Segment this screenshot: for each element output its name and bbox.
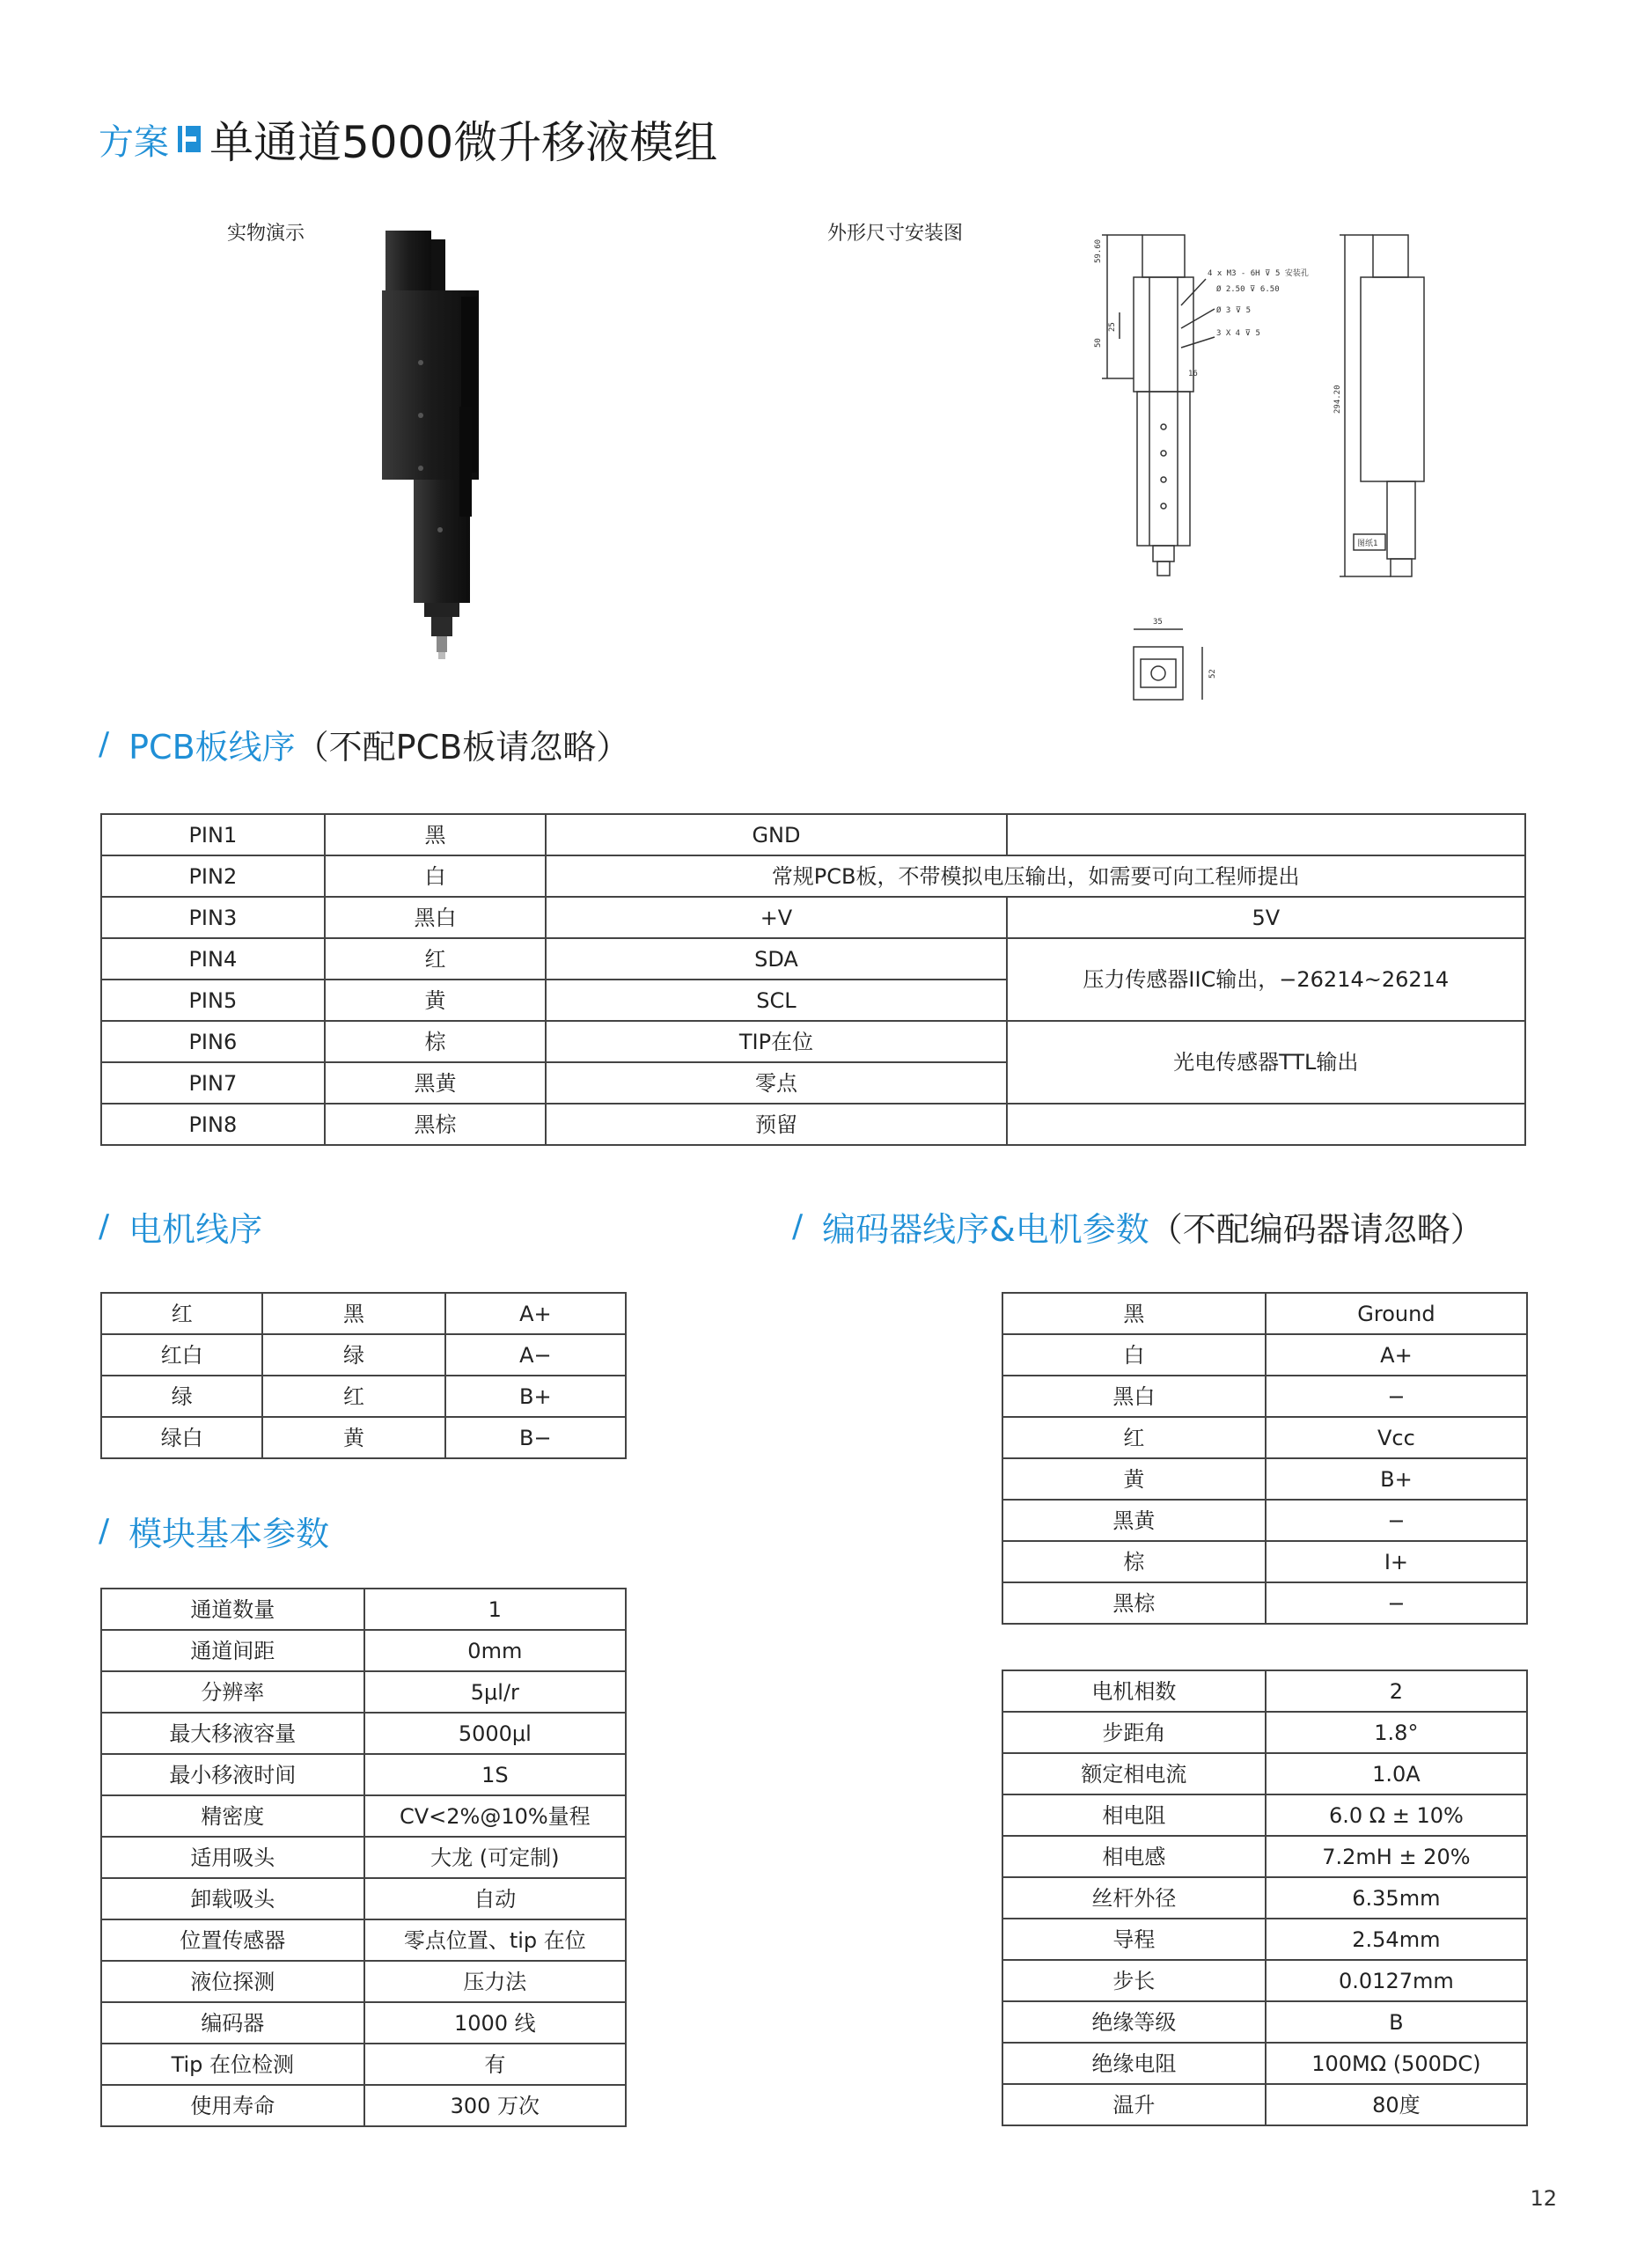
param-name-cell: 步长 (1002, 1960, 1266, 2001)
table-row (1002, 1960, 1527, 2001)
param-name-cell: 编码器 (101, 2002, 364, 2044)
signal-cell: 零点 (546, 1062, 1006, 1104)
table-row (1002, 1500, 1527, 1541)
param-value-cell: 1S (364, 1754, 626, 1795)
pin-cell: PIN7 (101, 1062, 325, 1104)
table-row (101, 1837, 626, 1878)
wire-color-cell: 棕 (1002, 1541, 1266, 1582)
table-row (101, 1417, 626, 1458)
param-name-cell: 适用吸头 (101, 1837, 364, 1878)
table-row (1002, 1334, 1527, 1376)
table-row (101, 2085, 626, 2126)
param-name-cell: 步距角 (1002, 1712, 1266, 1753)
table-row (101, 1713, 626, 1754)
param-name-cell: 最小移液时间 (101, 1754, 364, 1795)
module-params-table (100, 1588, 627, 2127)
title-prefix: 方案 (99, 121, 169, 163)
table-row (1002, 1293, 1527, 1334)
param-value-cell: 0mm (364, 1630, 626, 1671)
param-name-cell: 位置传感器 (101, 1919, 364, 1961)
table-row (1002, 1836, 1527, 1877)
param-name-cell: 电机相数 (1002, 1670, 1266, 1712)
param-value-cell: 5000μl (364, 1713, 626, 1754)
table-row (1002, 1794, 1527, 1836)
signal-cell: − (1266, 1582, 1527, 1624)
pin-cell: PIN5 (101, 980, 325, 1021)
table-row (101, 1630, 626, 1671)
param-name-cell: 温升 (1002, 2084, 1266, 2125)
encoder-wiring-table (1002, 1292, 1528, 1625)
encoder-section-heading: / 编码器线序&电机参数 （不配编码器请忽略） (792, 1202, 1484, 1251)
dim-16-label: 16 (1188, 370, 1198, 378)
note-cell (1007, 814, 1525, 855)
param-name-cell: 精密度 (101, 1795, 364, 1837)
param-name-cell: 卸载吸头 (101, 1878, 364, 1919)
table-row (1002, 1753, 1527, 1794)
table-row (101, 1293, 626, 1334)
param-value-cell: 1 (364, 1589, 626, 1630)
param-value-cell: 80度 (1266, 2084, 1527, 2125)
table-row (101, 1104, 1525, 1145)
param-value-cell: 0.0127mm (1266, 1960, 1527, 2001)
dim-52-label: 52 (1208, 669, 1217, 679)
signal-cell: 预留 (546, 1104, 1006, 1145)
signal-cell: I+ (1266, 1541, 1527, 1582)
param-value-cell: 1.0A (1266, 1753, 1527, 1794)
table-row (1002, 2084, 1527, 2125)
param-name-cell: 绝缘等级 (1002, 2001, 1266, 2043)
table-row (101, 1878, 626, 1919)
wire-color-cell: 红 (1002, 1417, 1266, 1458)
signal-cell: GND (546, 814, 1006, 855)
table-row (101, 938, 1525, 980)
callout-3: Ø 3 ⊽ 5 (1216, 306, 1252, 315)
motor-params-table (1002, 1670, 1528, 2126)
param-value-cell: 6.35mm (1266, 1877, 1527, 1919)
wire-color-cell: 黑白 (1002, 1376, 1266, 1417)
wire-color-cell: 黑黄 (1002, 1500, 1266, 1541)
motor-wiring-table (100, 1292, 627, 1459)
module-section-title: 模块基本参数 (128, 1515, 330, 1553)
pin-cell: PIN1 (101, 814, 325, 855)
param-name-cell: 通道数量 (101, 1589, 364, 1630)
signal-cell: B+ (1266, 1458, 1527, 1500)
param-value-cell: 2.54mm (1266, 1919, 1527, 1960)
param-name-cell: 相电感 (1002, 1836, 1266, 1877)
phase-cell: A+ (445, 1293, 626, 1334)
title-main: 单通道5000微升移液模组 (209, 117, 718, 168)
stamp-label: 图纸1 (1357, 539, 1378, 548)
pcb-wiring-table (100, 813, 1526, 1146)
param-value-cell: 自动 (364, 1878, 626, 1919)
signal-cell: Ground (1266, 1293, 1527, 1334)
table-row (101, 1754, 626, 1795)
module-section-heading: / 模块基本参数 (99, 1507, 329, 1555)
table-row (1002, 1417, 1527, 1458)
pin-cell: PIN4 (101, 938, 325, 980)
param-value-cell: 有 (364, 2044, 626, 2085)
wire-color-cell: 黑 (262, 1293, 444, 1334)
table-row (1002, 2043, 1527, 2084)
wire-color-cell: 绿 (262, 1334, 444, 1376)
product-photo (378, 231, 510, 662)
table-row (1002, 1712, 1527, 1753)
pcb-section-title: PCB板线序 (128, 728, 296, 767)
param-value-cell: 1000 线 (364, 2002, 626, 2044)
param-name-cell: 丝杆外径 (1002, 1877, 1266, 1919)
phase-cell: B− (445, 1417, 626, 1458)
signal-cell: +V (546, 897, 1006, 938)
table-row (1002, 1376, 1527, 1417)
signal-cell: − (1266, 1376, 1527, 1417)
page-title (99, 104, 717, 174)
callout-1: 4 x M3 - 6H ⊽ 5 安装孔 (1208, 269, 1309, 278)
pcb-section-note: （不配PCB板请忽略） (295, 728, 630, 767)
param-name-cell: 绝缘电阻 (1002, 2043, 1266, 2084)
wire-color-cell: 黑 (1002, 1293, 1266, 1334)
color-cell: 黑白 (325, 897, 547, 938)
wire-color-cell: 红 (101, 1293, 262, 1334)
pin-cell: PIN2 (101, 855, 325, 897)
pressure-note-cell: 压力传感器IIC输出，−26214~26214 (1007, 938, 1525, 1021)
wire-color-cell: 黄 (262, 1417, 444, 1458)
param-value-cell: 压力法 (364, 1961, 626, 2002)
dimension-drawing (1065, 224, 1470, 752)
pin-cell: PIN6 (101, 1021, 325, 1062)
dim-294-label: 294.20 (1333, 385, 1342, 414)
encoder-section-title: 编码器线序&电机参数 (822, 1210, 1149, 1249)
table-row (101, 1919, 626, 1961)
drawing-caption: 外形尺寸安装图 (827, 223, 964, 245)
param-value-cell: B (1266, 2001, 1527, 2043)
table-row (1002, 2001, 1527, 2043)
pin2-note-cell: 常规PCB板，不带模拟电压输出，如需要可向工程师提出 (546, 855, 1525, 897)
param-value-cell: 5μl/r (364, 1671, 626, 1713)
param-value-cell: 100MΩ (500DC) (1266, 2043, 1527, 2084)
param-name-cell: 分辨率 (101, 1671, 364, 1713)
note-cell (1007, 1104, 1525, 1145)
param-name-cell: 导程 (1002, 1919, 1266, 1960)
table-row (101, 1795, 626, 1837)
param-value-cell: 1.8° (1266, 1712, 1527, 1753)
param-value-cell: 零点位置、tip 在位 (364, 1919, 626, 1961)
encoder-section-note: （不配编码器请忽略） (1149, 1210, 1484, 1249)
param-name-cell: 最大移液容量 (101, 1713, 364, 1754)
table-row (1002, 1582, 1527, 1624)
phase-cell: B+ (445, 1376, 626, 1417)
wire-color-cell: 绿 (101, 1376, 262, 1417)
pin-cell: PIN3 (101, 897, 325, 938)
wire-color-cell: 黄 (1002, 1458, 1266, 1500)
param-value-cell: 300 万次 (364, 2085, 626, 2126)
table-row (1002, 1541, 1527, 1582)
table-row (101, 1334, 626, 1376)
dim-50-label: 50 (1094, 338, 1103, 348)
param-value-cell: 2 (1266, 1670, 1527, 1712)
param-value-cell: 6.0 Ω ± 10% (1266, 1794, 1527, 1836)
photo-caption: 实物演示 (227, 223, 305, 245)
signal-cell: Vcc (1266, 1417, 1527, 1458)
signal-cell: A+ (1266, 1334, 1527, 1376)
table-row (1002, 1919, 1527, 1960)
param-value-cell: 大龙 (可定制) (364, 1837, 626, 1878)
note-cell: 5V (1007, 897, 1525, 938)
table-row (101, 1961, 626, 2002)
param-name-cell: 额定相电流 (1002, 1753, 1266, 1794)
signal-cell: TIP在位 (546, 1021, 1006, 1062)
param-name-cell: 相电阻 (1002, 1794, 1266, 1836)
dim-35-label: 35 (1153, 618, 1163, 627)
table-row (1002, 1670, 1527, 1712)
param-name-cell: 通道间距 (101, 1630, 364, 1671)
color-cell: 棕 (325, 1021, 547, 1062)
table-row (101, 1589, 626, 1630)
table-row (101, 1021, 1525, 1062)
plan-e-icon (178, 126, 201, 152)
signal-cell: SCL (546, 980, 1006, 1021)
wire-color-cell: 红白 (101, 1334, 262, 1376)
motor-section-heading: / 电机线序 (99, 1202, 262, 1251)
color-cell: 黄 (325, 980, 547, 1021)
table-row (101, 2044, 626, 2085)
param-value-cell: 7.2mH ± 20% (1266, 1836, 1527, 1877)
color-cell: 白 (325, 855, 547, 897)
pin-cell: PIN8 (101, 1104, 325, 1145)
signal-cell: SDA (546, 938, 1006, 980)
table-row (1002, 1877, 1527, 1919)
param-name-cell: 液位探测 (101, 1961, 364, 2002)
color-cell: 黑黄 (325, 1062, 547, 1104)
phase-cell: A− (445, 1334, 626, 1376)
param-name-cell: Tip 在位检测 (101, 2044, 364, 2085)
table-row (101, 897, 1525, 938)
wire-color-cell: 红 (262, 1376, 444, 1417)
pcb-section-heading: / PCB板线序 （不配PCB板请忽略） (99, 720, 629, 768)
wire-color-cell: 绿白 (101, 1417, 262, 1458)
wire-color-cell: 黑棕 (1002, 1582, 1266, 1624)
param-name-cell: 使用寿命 (101, 2085, 364, 2126)
param-value-cell: CV<2%@10%量程 (364, 1795, 626, 1837)
callout-2: Ø 2.50 ⊽ 6.50 (1216, 285, 1280, 294)
dim-25-label: 25 (1108, 322, 1117, 332)
callout-4: 3 X 4 ⊽ 5 (1216, 329, 1260, 338)
dim-59-label: 59.60 (1094, 239, 1103, 263)
wire-color-cell: 白 (1002, 1334, 1266, 1376)
photo-note-cell: 光电传感器TTL输出 (1007, 1021, 1525, 1104)
color-cell: 红 (325, 938, 547, 980)
motor-section-title: 电机线序 (128, 1210, 263, 1249)
table-row (1002, 1458, 1527, 1500)
table-row (101, 1671, 626, 1713)
table-row (101, 1376, 626, 1417)
table-row (101, 814, 1525, 855)
signal-cell: − (1266, 1500, 1527, 1541)
table-row (101, 2002, 626, 2044)
table-row (101, 855, 1525, 897)
page-number: 12 (1530, 2186, 1557, 2211)
color-cell: 黑 (325, 814, 547, 855)
color-cell: 黑棕 (325, 1104, 547, 1145)
